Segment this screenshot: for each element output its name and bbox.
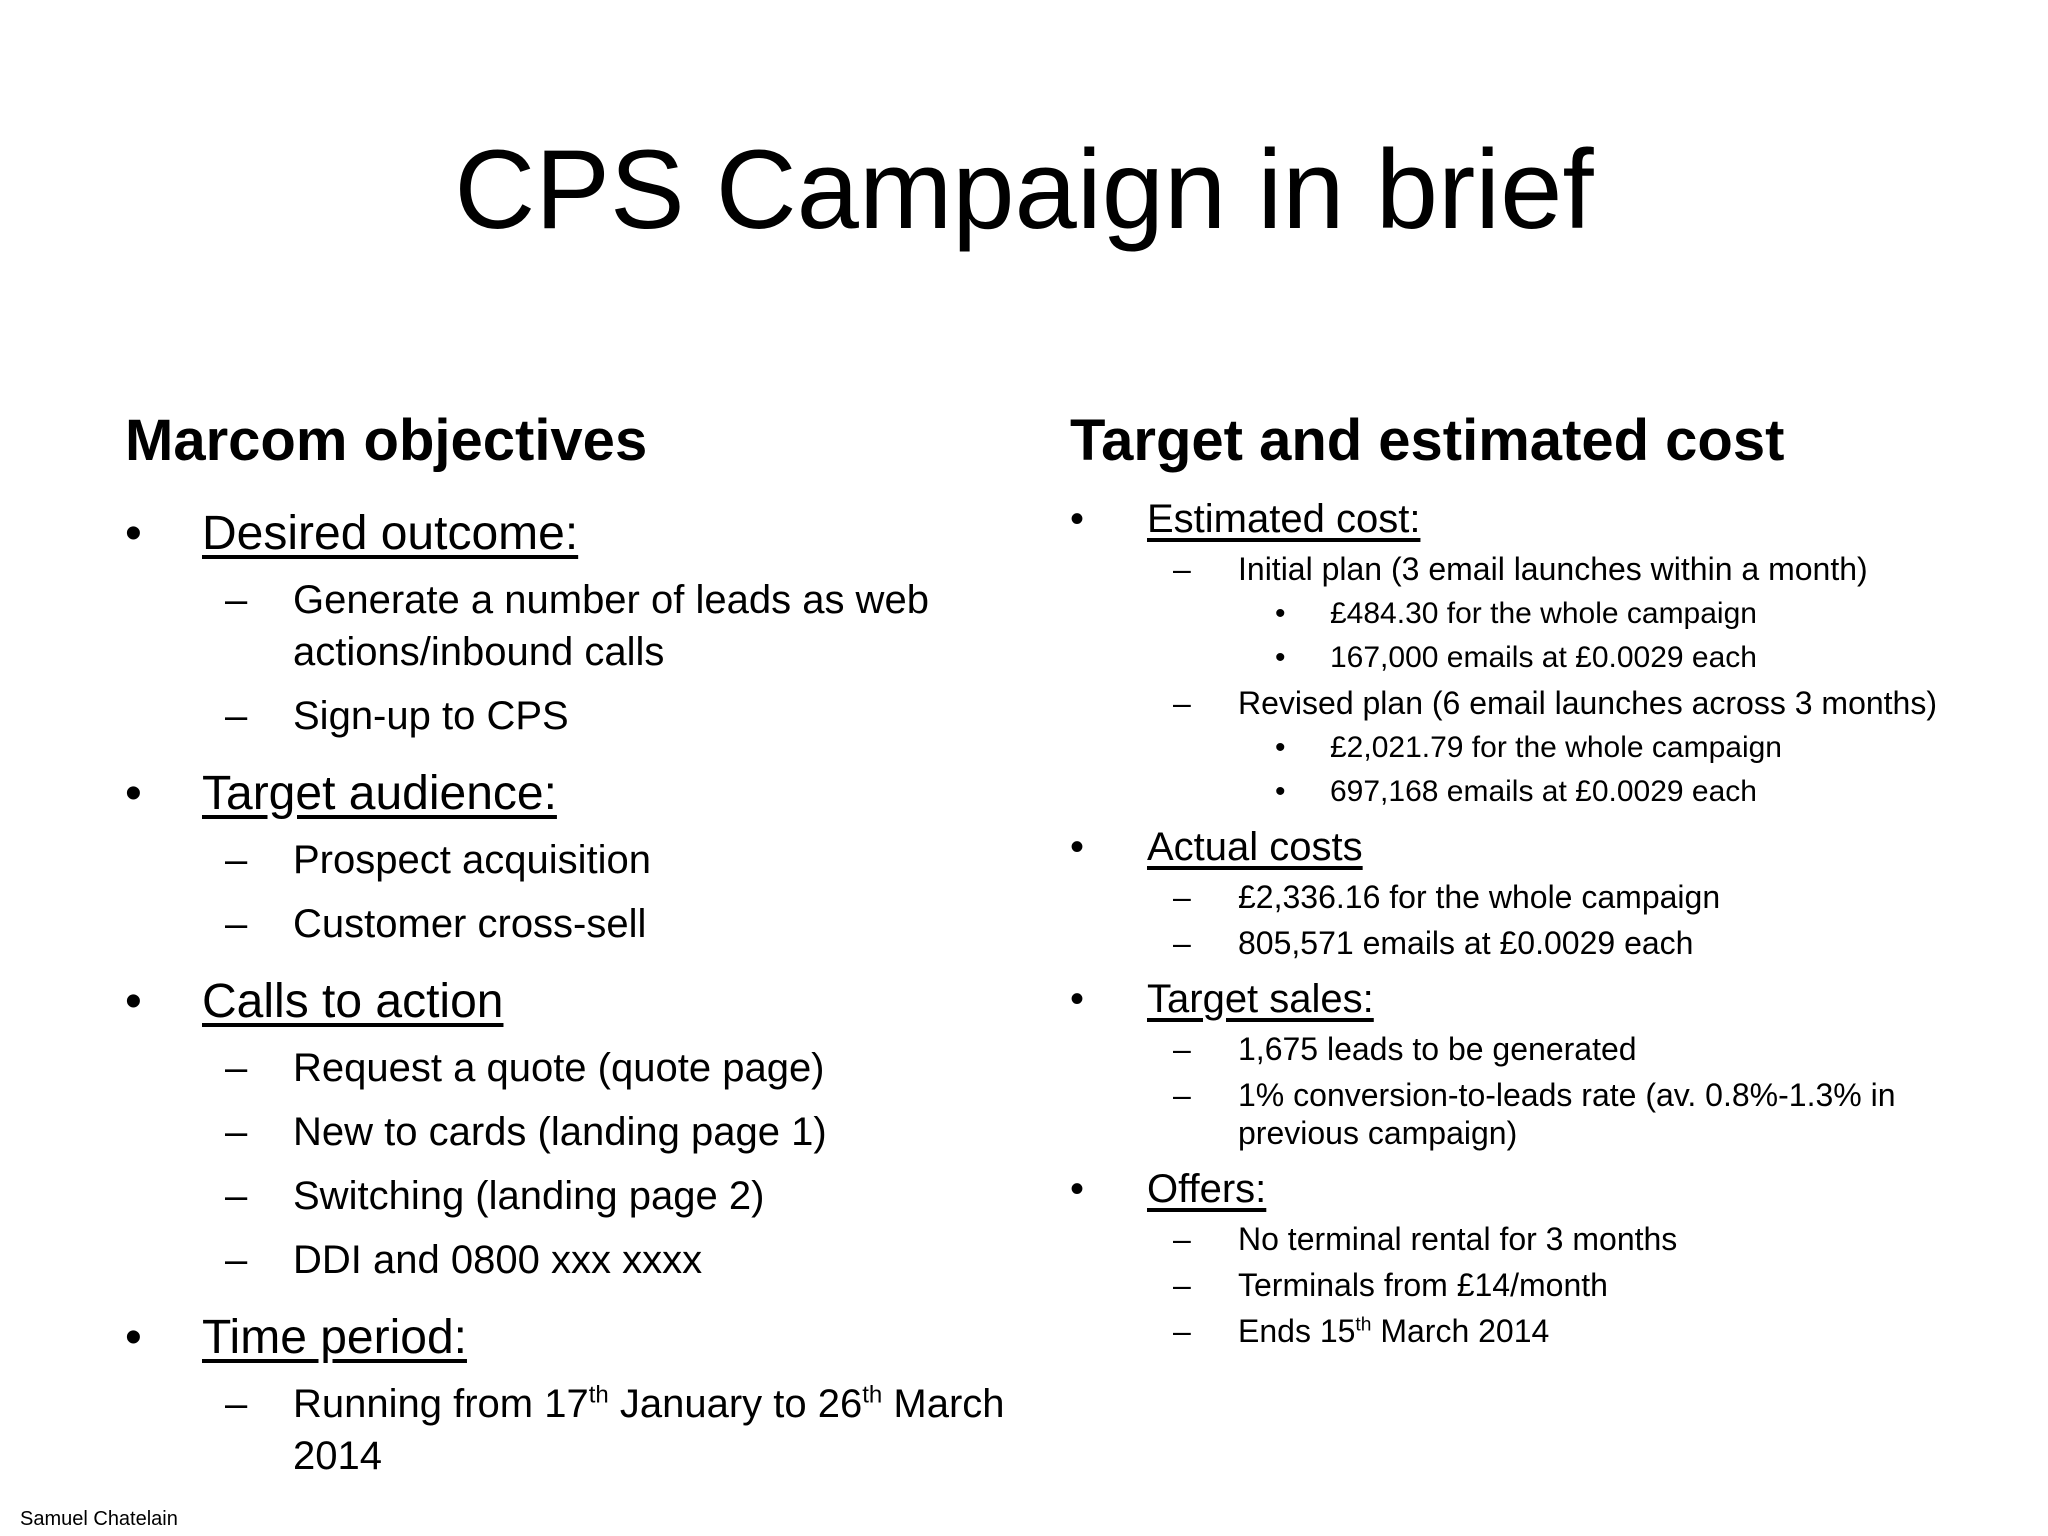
dash-icon: – <box>1173 1077 1191 1113</box>
dash-icon: – <box>1173 1267 1191 1303</box>
list-item-text: 805,571 emails at £0.0029 each <box>1238 925 1694 961</box>
list-item <box>125 690 1025 742</box>
dash-icon: – <box>1173 1313 1191 1349</box>
target-sales-item <box>1070 976 2000 1022</box>
list-item-text: 1,675 leads to be generated <box>1238 1031 1637 1067</box>
ordinal-suffix: th <box>588 1381 609 1409</box>
list-item-text: 167,000 emails at £0.0029 each <box>1330 641 1757 674</box>
bullet-icon: • <box>1275 775 1286 808</box>
list-item-text: £2,021.79 for the whole campaign <box>1330 731 1782 764</box>
estimated-cost-item <box>1070 496 2000 542</box>
target-cost-list <box>1070 496 2000 1350</box>
author-footer: Samuel Chatelain <box>20 1508 178 1530</box>
list-item <box>125 834 1025 886</box>
initial-plan-label: Initial plan (3 email launches within a month) <box>1238 551 1868 587</box>
dash-icon: – <box>1173 925 1191 961</box>
list-item-text <box>1238 1313 1549 1349</box>
list-item-text: 697,168 emails at £0.0029 each <box>1330 775 1757 808</box>
bullet-icon: • <box>1275 597 1286 630</box>
list-item-text: £2,336.16 for the whole campaign <box>1238 879 1721 915</box>
list-item-text: Terminals from £14/month <box>1238 1267 1608 1303</box>
list-item-text: Customer cross-sell <box>293 902 647 946</box>
dash-icon: – <box>225 1110 248 1154</box>
offers-ends-text-a: Ends 15 <box>1238 1313 1356 1349</box>
list-item <box>125 574 1025 678</box>
list-item <box>1070 774 2000 810</box>
desired-outcome-label: Desired outcome: <box>202 507 579 560</box>
estimated-cost-label: Estimated cost: <box>1147 497 1421 541</box>
bullet-icon: • <box>125 975 142 1028</box>
list-item <box>125 1378 1025 1482</box>
ordinal-suffix: th <box>1355 1314 1372 1336</box>
list-item <box>1070 730 2000 766</box>
marcom-objectives-heading: Marcom objectives <box>125 408 648 473</box>
bullet-icon: • <box>125 1311 142 1364</box>
offers-ends-text-b: March 2014 <box>1371 1313 1550 1349</box>
list-item-text: Sign-up to CPS <box>293 694 569 738</box>
list-item-text: £484.30 for the whole campaign <box>1330 597 1757 630</box>
list-item <box>1070 1030 2000 1068</box>
list-item <box>1070 878 2000 916</box>
bullet-icon: • <box>1070 825 1085 869</box>
time-period-text-b: January to 26 <box>608 1382 863 1426</box>
bullet-icon: • <box>1275 731 1286 764</box>
target-audience-label: Target audience: <box>202 767 557 820</box>
list-item <box>1070 596 2000 632</box>
slide-title: CPS Campaign in brief <box>454 127 1594 252</box>
dash-icon: – <box>225 1174 248 1218</box>
list-item <box>1070 1312 2000 1350</box>
actual-costs-item <box>1070 824 2000 870</box>
dash-icon: – <box>225 1238 248 1282</box>
dash-icon: – <box>225 902 248 946</box>
dash-icon: – <box>1173 879 1191 915</box>
dash-icon: – <box>225 838 248 882</box>
list-item <box>125 898 1025 950</box>
list-item <box>1070 640 2000 676</box>
time-period-item <box>125 1310 1025 1366</box>
bullet-icon: • <box>1070 977 1085 1021</box>
list-item-text: 1% conversion-to-leads rate (av. 0.8%-1.3% in previous campaign) <box>1238 1077 1896 1151</box>
list-item-text: No terminal rental for 3 months <box>1238 1221 1678 1257</box>
list-item <box>1070 924 2000 962</box>
dash-icon: – <box>225 1382 248 1426</box>
bullet-icon: • <box>1070 497 1085 541</box>
list-item <box>1070 1220 2000 1258</box>
dash-icon: – <box>1173 1031 1191 1067</box>
bullet-icon: • <box>1275 641 1286 674</box>
bullet-icon: • <box>1070 1167 1085 1211</box>
marcom-objectives-column <box>125 400 1025 1482</box>
list-item <box>1070 1076 2000 1152</box>
dash-icon: – <box>225 1046 248 1090</box>
dash-icon: – <box>1173 1221 1191 1257</box>
list-item-text: Generate a number of leads as web actions/inbound calls <box>293 578 929 674</box>
target-cost-column <box>1070 400 2000 1350</box>
list-item-text: Switching (landing page 2) <box>293 1174 765 1218</box>
target-sales-label: Target sales: <box>1147 977 1374 1021</box>
list-item <box>125 1234 1025 1286</box>
list-item <box>125 1106 1025 1158</box>
list-item <box>125 1170 1025 1222</box>
marcom-objectives-list <box>125 506 1025 1482</box>
ordinal-suffix: th <box>862 1381 883 1409</box>
actual-costs-label: Actual costs <box>1147 825 1363 869</box>
calls-to-action-item <box>125 974 1025 1030</box>
target-audience-item <box>125 766 1025 822</box>
dash-icon: – <box>225 694 248 738</box>
time-period-text-a: Running from 17 <box>293 1382 589 1426</box>
target-cost-heading: Target and estimated cost <box>1070 408 1785 473</box>
list-item-text: Request a quote (quote page) <box>293 1046 825 1090</box>
list-item <box>1070 550 2000 588</box>
time-period-text-c: March 2014 <box>293 1382 1005 1478</box>
desired-outcome-item <box>125 506 1025 562</box>
list-item <box>125 1042 1025 1094</box>
offers-label: Offers: <box>1147 1167 1267 1211</box>
list-item <box>1070 684 2000 722</box>
time-period-label: Time period: <box>202 1311 467 1364</box>
list-item <box>1070 1266 2000 1304</box>
list-item-text: New to cards (landing page 1) <box>293 1110 827 1154</box>
list-item-text <box>293 1382 1005 1478</box>
offers-item <box>1070 1166 2000 1212</box>
list-item-text: Prospect acquisition <box>293 838 651 882</box>
dash-icon: – <box>1173 551 1191 587</box>
dash-icon: – <box>1173 685 1191 721</box>
bullet-icon: • <box>125 507 142 560</box>
dash-icon: – <box>225 578 248 622</box>
list-item-text: DDI and 0800 xxx xxxx <box>293 1238 703 1282</box>
revised-plan-label: Revised plan (6 email launches across 3 months) <box>1238 685 1937 721</box>
calls-to-action-label: Calls to action <box>202 975 504 1028</box>
bullet-icon: • <box>125 767 142 820</box>
